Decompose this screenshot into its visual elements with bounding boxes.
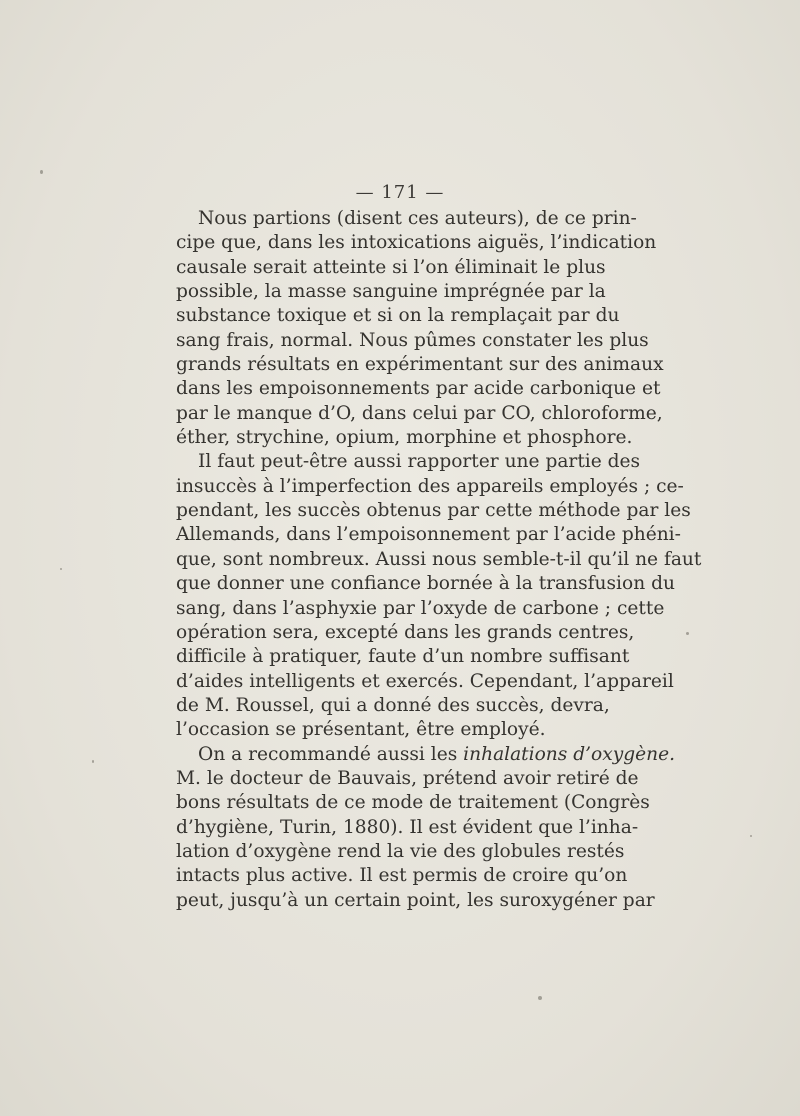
text-line: insuccès à l’imperfection des appareils employés ; ce-	[176, 475, 684, 497]
text-line: d’aides intelligents et exercés. Cependant, l’appareil	[176, 670, 674, 692]
text-line: bons résultats de ce mode de traitement (Congrès	[176, 792, 650, 814]
paper-speck	[750, 835, 752, 837]
text-line: intacts plus active. Il est permis de croire qu’on	[176, 865, 628, 887]
text-line	[176, 743, 676, 767]
text-line: d’hygiène, Turin, 1880). Il est évident que l’inha-	[176, 816, 639, 838]
text-line: pendant, les succès obtenus par cette méthode par les	[176, 500, 691, 522]
text-line: difficile à pratiquer, faute d’un nombre suffisant	[176, 646, 630, 668]
text-line: Nous partions (disent ces auteurs), de ce prin-	[198, 208, 637, 229]
paragraph-1	[176, 207, 664, 450]
text-line: peut, jusqu’à un certain point, les suroxygéner par	[176, 889, 655, 911]
text-line: éther, strychine, opium, morphine et phosphore.	[176, 427, 633, 449]
text-line: lation d’oxygène rend la vie des globules restés	[176, 840, 625, 862]
paper-speck	[60, 568, 62, 570]
paragraph-3	[176, 743, 676, 913]
text-line: que donner une confiance bornée à la transfusion du	[176, 573, 675, 595]
text-line: cipe que, dans les intoxications aiguës, l’indication	[176, 232, 657, 254]
text-line: Allemands, dans l’empoisonnement par l’acide phéni-	[176, 524, 681, 546]
text-line: grands résultats en expérimentant sur des animaux	[176, 354, 664, 376]
text-line: dans les empoisonnements par acide carbonique et	[176, 378, 661, 400]
text-line: M. le docteur de Bauvais, prétend avoir retiré de	[176, 767, 639, 789]
text-line: substance toxique et si on la remplaçait par du	[176, 305, 620, 327]
paper-speck	[40, 170, 43, 174]
body-text	[176, 207, 702, 913]
page-number: — 171 —	[355, 182, 445, 203]
text-line: possible, la masse sanguine imprégnée par la	[176, 281, 606, 303]
paragraph-2	[176, 450, 702, 742]
italic-emphasis: inhalations d’oxygène.	[463, 743, 676, 765]
paper-speck	[92, 760, 94, 763]
text-line: opération sera, excepté dans les grands centres,	[176, 621, 635, 643]
paper-speck	[538, 996, 542, 1000]
text-line: que, sont nombreux. Aussi nous semble-t-il qu’il ne faut	[176, 548, 702, 570]
text-line: l’occasion se présentant, être employé.	[176, 719, 546, 741]
text-line: Il faut peut-être aussi rapporter une partie des	[198, 451, 641, 473]
text-line: sang, dans l’asphyxie par l’oxyde de carbone ; cette	[176, 597, 665, 619]
text-line: par le manque d’O, dans celui par CO, chloroforme,	[176, 402, 663, 424]
text-run: On a recommandé aussi les	[198, 743, 464, 765]
paper-speck	[686, 632, 689, 635]
text-line: de M. Roussel, qui a donné des succès, devra,	[176, 694, 610, 716]
text-line: causale serait atteinte si l’on éliminait le plus	[176, 256, 606, 278]
text-line: sang frais, normal. Nous pûmes constater les plus	[176, 329, 649, 351]
